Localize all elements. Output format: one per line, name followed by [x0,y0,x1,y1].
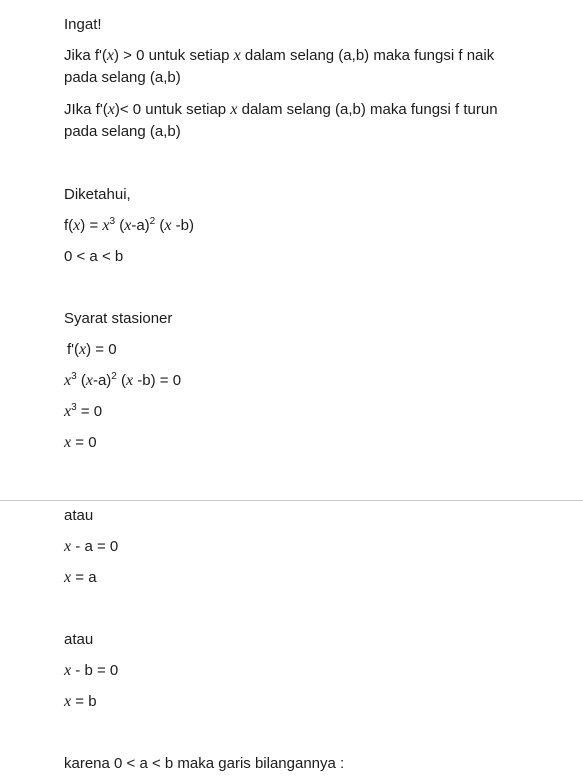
variable-x: x [64,538,72,555]
text: = a [71,569,97,586]
given-condition: 0 < a < b [64,248,124,265]
text: ) = [80,217,103,234]
variable-x: x [73,217,81,234]
variable-x: x [102,217,110,234]
text: = 0 [76,403,103,420]
text: ) = 0 [86,341,117,358]
stationary-eq4 [64,433,97,453]
variable-x: x [124,217,132,234]
stationary-heading: Syarat stasioner [64,310,173,327]
stationary-eq3 [64,402,102,422]
text: f( [64,217,74,234]
variable-x: x [64,372,72,389]
variable-x: x [79,341,87,358]
conclusion-text: karena 0 < a < b maka garis bilangannya : [64,755,345,772]
exponent: 3 [71,402,77,413]
text: -a) [131,217,150,234]
alt2-word: atau [64,631,94,648]
rule-decreasing [64,100,498,120]
variable-x: x [233,47,241,64]
rule-decreasing-line2: pada selang (a,b) [64,123,181,140]
variable-x: x [107,101,115,118]
text: Jika f'( [64,47,107,64]
exponent: 3 [109,216,116,227]
alt1-eq2 [64,568,97,588]
text: f'( [67,341,80,358]
variable-x: x [64,662,72,679]
variable-x: x [64,693,72,710]
rule-increasing-line2: pada selang (a,b) [64,69,181,86]
variable-x: x [164,217,172,234]
text: ) > 0 untuk setiap [113,47,234,64]
text: - b = 0 [71,662,119,679]
text: -a) [92,372,112,389]
alt2-eq1 [64,661,118,681]
variable-x: x [64,569,72,586]
alt2-eq2 [64,692,97,712]
alt1-word: atau [64,507,94,524]
page-break-divider [0,500,583,501]
variable-x: x [64,403,72,420]
given-heading: Diketahui, [64,186,131,203]
text: dalam selang (a,b) maka fungsi f turun [237,101,498,118]
rule-increasing [64,46,494,66]
text: ( [76,372,86,389]
variable-x: x [106,47,114,64]
note-title: Ingat! [64,16,102,33]
alt1-eq1 [64,537,118,557]
variable-x: x [126,372,134,389]
stationary-eq2 [64,371,181,391]
text: -b) = 0 [133,372,182,389]
exponent: 2 [111,371,117,382]
given-function [64,216,194,236]
variable-x: x [64,434,72,451]
variable-x: x [85,372,93,389]
text: -b) [171,217,195,234]
text: ( [116,372,127,389]
text: - a = 0 [71,538,119,555]
text: JIka f'( [64,101,108,118]
exponent: 2 [149,216,156,227]
text: ( [115,217,125,234]
text: dalam selang (a,b) maka fungsi f naik [240,47,495,64]
text: )< 0 untuk setiap [114,101,231,118]
variable-x: x [230,101,238,118]
stationary-eq1 [67,340,117,360]
text: ( [155,217,165,234]
exponent: 3 [71,371,77,382]
text: = 0 [71,434,97,451]
text: = b [71,693,97,710]
